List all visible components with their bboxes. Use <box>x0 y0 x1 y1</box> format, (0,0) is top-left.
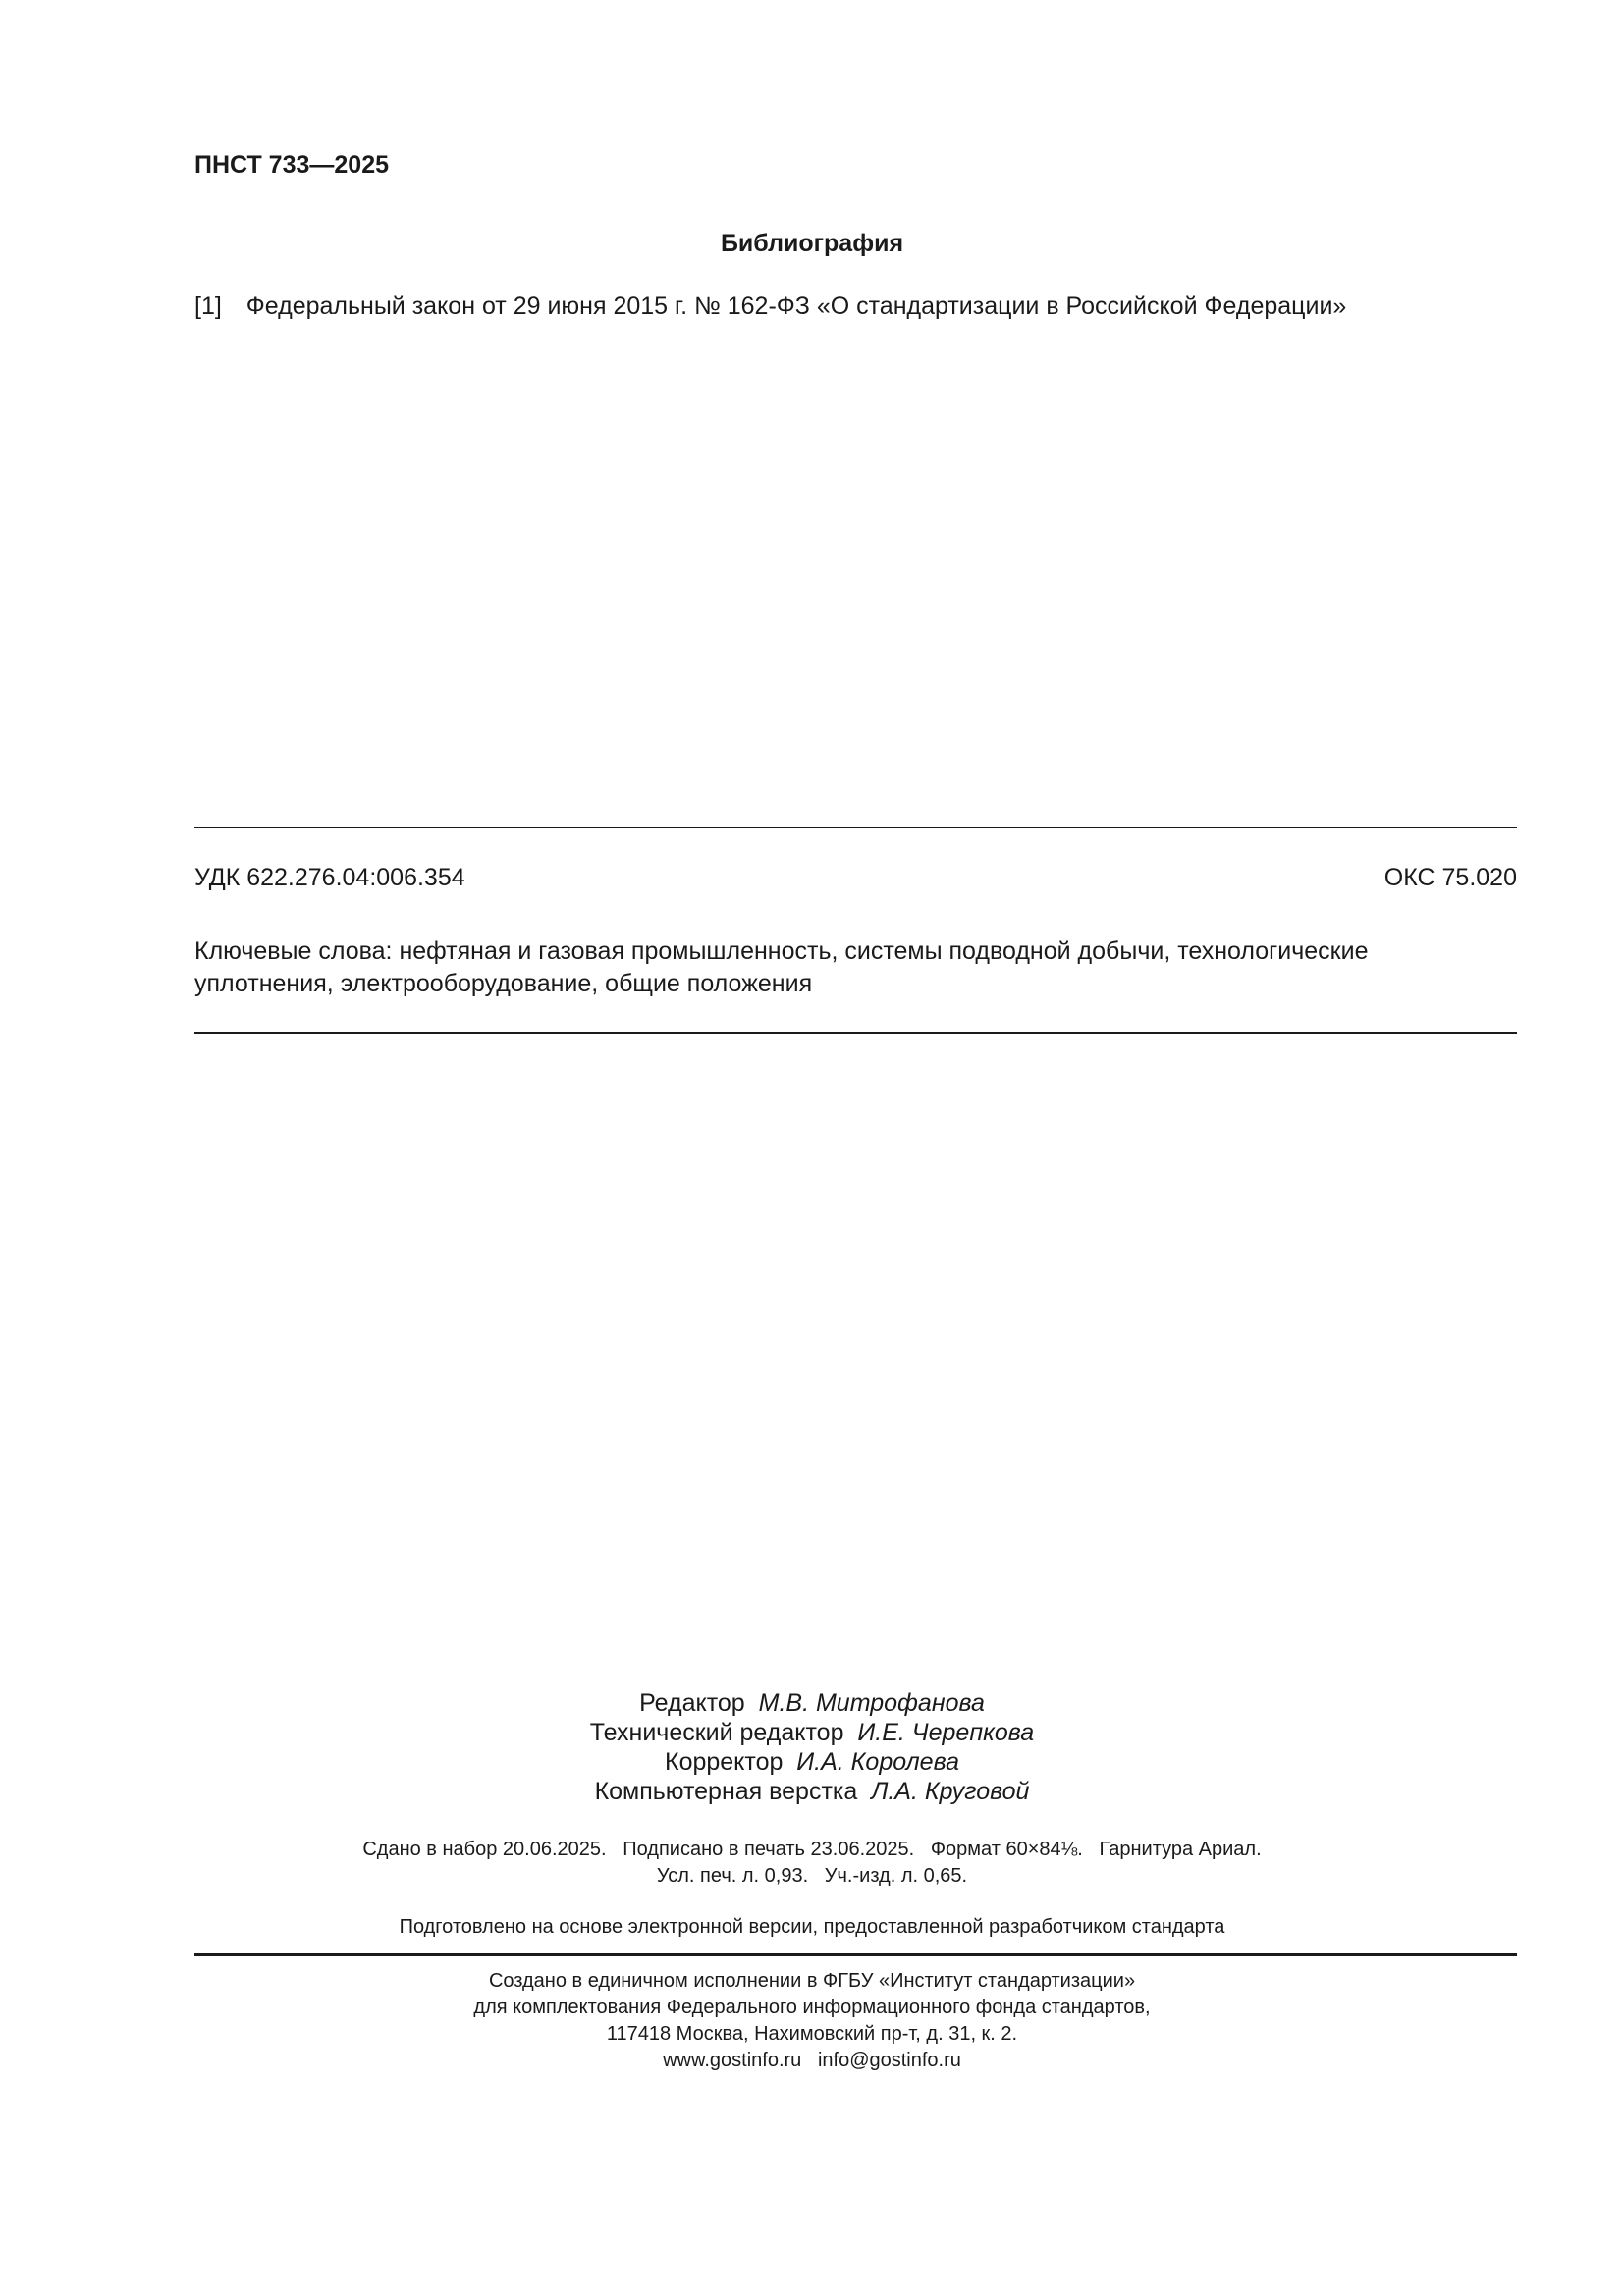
thick-divider <box>194 1953 1517 1956</box>
credit-editor: Редактор М.В. Митрофанова <box>639 1689 985 1717</box>
bibliography-item <box>194 292 1346 321</box>
divider <box>194 827 1517 828</box>
publisher-address: 117418 Москва, Нахимовский пр-т, д. 31, к. 2. <box>606 2023 1018 2045</box>
imprint-line2: Усл. печ. л. 0,93. Уч.-изд. л. 0,65. <box>656 1865 968 1887</box>
credit-corrector: Корректор И.А. Королева <box>665 1748 959 1776</box>
prepared-note: Подготовлено на основе электронной версии, предоставленной разработчиком стандарта <box>399 1916 1225 1938</box>
publisher-line2: для комплектования Федерального информационного фонда стандартов, <box>473 1997 1151 2018</box>
keywords-line2: уплотнения, электрооборудование, общие положения <box>194 970 813 997</box>
email-link[interactable]: info@gostinfo.ru <box>817 2050 961 2071</box>
divider <box>194 1032 1517 1034</box>
doc-number: ПНСТ 733—2025 <box>194 151 389 179</box>
imprint-line1: Сдано в набор 20.06.2025. Подписано в печать 23.06.2025. Формат 60×84⅛. Гарнитура Ариал. <box>362 1839 1262 1860</box>
keywords-line1: Ключевые слова: нефтяная и газовая промышленность, системы подводной добычи, технологические <box>194 937 1369 965</box>
publisher-contacts <box>0 2048 1624 2073</box>
credit-layout: Компьютерная верстка Л.А. Круговой <box>594 1778 1030 1805</box>
website-link[interactable]: www.gostinfo.ru <box>663 2050 802 2071</box>
udk-code: УДК 622.276.04:006.354 <box>194 864 465 891</box>
publisher-line1: Создано в единичном исполнении в ФГБУ «Институт стандартизации» <box>488 1970 1136 1992</box>
credit-tech-editor: Технический редактор И.Е. Черепкова <box>589 1719 1035 1746</box>
ref-text: Федеральный закон от 29 июня 2015 г. № 162-ФЗ «О стандартизации в Российской Федерации» <box>245 293 1347 320</box>
oks-code: ОКС 75.020 <box>1383 864 1517 891</box>
bibliography-title: Библиография <box>720 230 904 257</box>
ref-number: [1] <box>194 293 222 320</box>
